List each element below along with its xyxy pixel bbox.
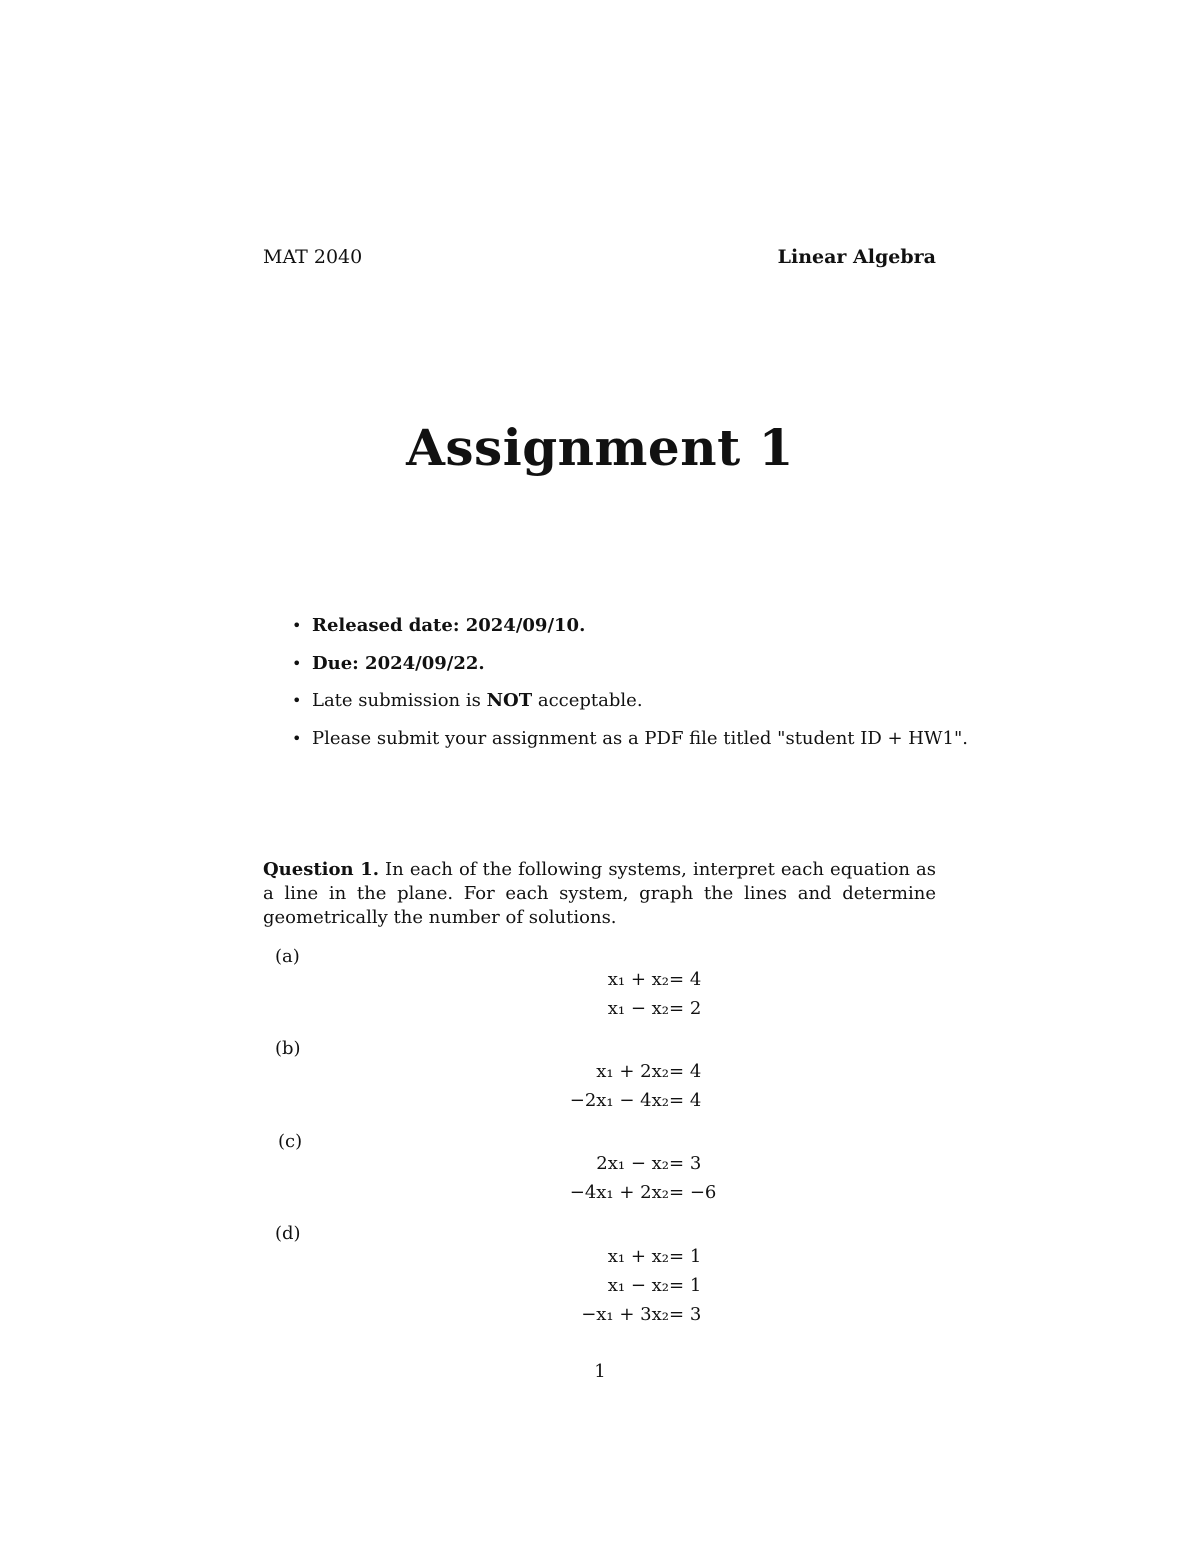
equation-lhs: x₁ + 2x₂ xyxy=(596,1061,669,1082)
equation-system-b xyxy=(0,1061,1200,1119)
equation-lhs: −2x₁ − 4x₂ xyxy=(569,1090,669,1111)
equation-rhs: = 1 xyxy=(669,1275,702,1296)
equation-rhs: = 4 xyxy=(669,1090,702,1111)
equation-lhs: x₁ + x₂ xyxy=(607,1246,669,1267)
list-item xyxy=(290,726,990,764)
released-date: Released date: 2024/09/10. xyxy=(312,615,586,636)
question-1 xyxy=(263,858,936,930)
equation-rhs: = 3 xyxy=(669,1304,702,1325)
assignment-info-list xyxy=(290,613,990,763)
equation-row xyxy=(0,1090,1200,1119)
submission-instructions: Please submit your assignment as a PDF file titled "student ID + HW1". xyxy=(312,727,968,749)
part-label-d: (d) xyxy=(275,1223,301,1244)
equation-row xyxy=(0,1061,1200,1090)
equation-row xyxy=(0,969,1200,998)
equation-rhs: = 2 xyxy=(669,998,702,1019)
late-policy-prefix: Late submission is xyxy=(312,690,481,711)
bullet-icon: • xyxy=(292,616,302,635)
bullet-icon: • xyxy=(292,728,302,748)
late-policy-emphasis: NOT xyxy=(486,690,533,711)
equation-system-c xyxy=(0,1153,1200,1211)
equation-system-d xyxy=(0,1246,1200,1333)
late-policy-suffix: acceptable. xyxy=(537,690,643,711)
due-date: Due: 2024/09/22. xyxy=(312,652,485,674)
equation-lhs: x₁ − x₂ xyxy=(607,1275,669,1296)
assignment-title: Assignment 1 xyxy=(406,418,794,477)
equation-row xyxy=(0,1153,1200,1182)
equation-row xyxy=(0,1246,1200,1275)
part-label-a: (a) xyxy=(275,946,300,967)
equation-lhs: −4x₁ + 2x₂ xyxy=(569,1182,669,1203)
equation-rhs: = 4 xyxy=(669,1061,702,1082)
equation-row xyxy=(0,1182,1200,1211)
course-code: MAT 2040 xyxy=(263,246,363,268)
question-label: Question 1. xyxy=(263,859,380,880)
equation-rhs: = 4 xyxy=(669,969,702,990)
equation-row xyxy=(0,1304,1200,1333)
equation-row xyxy=(0,1275,1200,1304)
equation-lhs: 2x₁ − x₂ xyxy=(596,1153,669,1174)
equation-rhs: = −6 xyxy=(669,1182,717,1203)
bullet-icon: • xyxy=(292,653,302,673)
list-item xyxy=(290,651,990,689)
equation-lhs: x₁ + x₂ xyxy=(607,969,669,990)
bullet-icon: • xyxy=(292,691,302,710)
equation-row xyxy=(0,998,1200,1027)
equation-rhs: = 1 xyxy=(669,1246,702,1267)
list-item xyxy=(290,613,990,651)
page-number: 1 xyxy=(594,1361,606,1382)
course-subject: Linear Algebra xyxy=(777,246,936,268)
question-text: In each of the following systems, interpret each equation as a line in the plane. For each system, graph the lines and determine geometrically the number of solutions. xyxy=(263,859,937,928)
equation-system-a xyxy=(0,969,1200,1027)
part-label-c: (c) xyxy=(278,1131,303,1152)
equation-lhs: −x₁ + 3x₂ xyxy=(581,1304,669,1325)
list-item xyxy=(290,688,990,726)
equation-lhs: x₁ − x₂ xyxy=(607,998,669,1019)
part-label-b: (b) xyxy=(275,1038,301,1059)
equation-rhs: = 3 xyxy=(669,1153,702,1174)
